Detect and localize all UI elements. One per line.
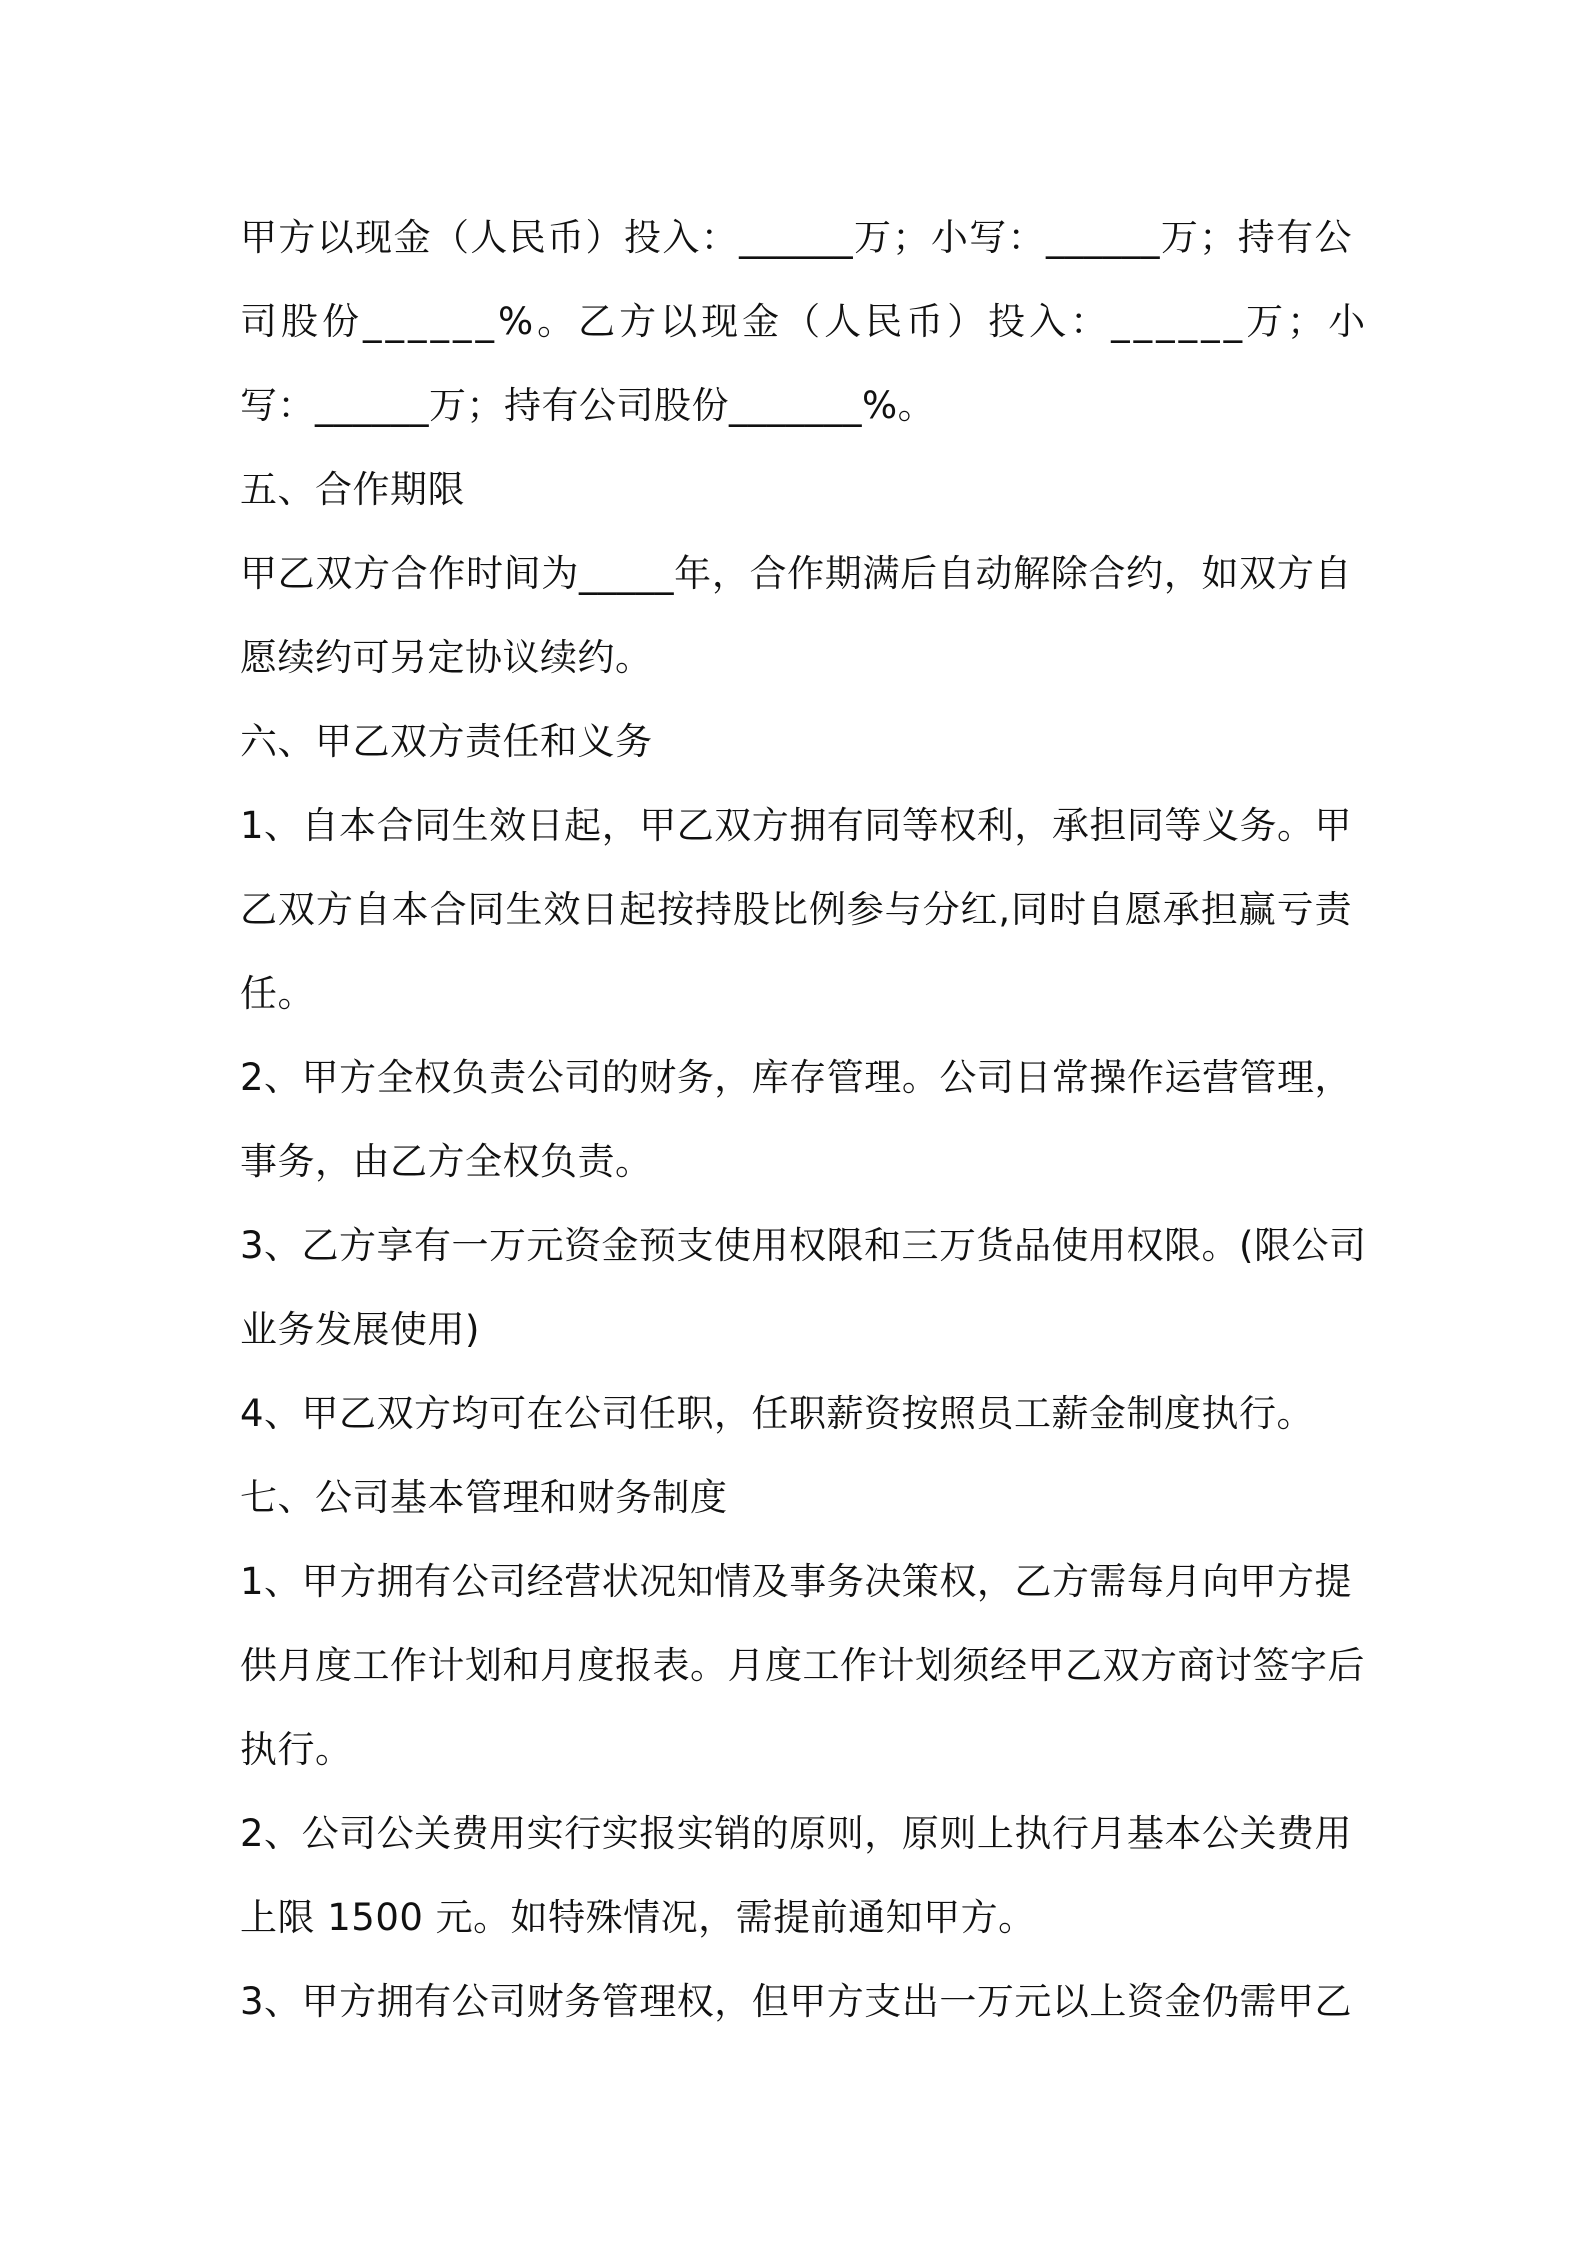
section-heading: 七、公司基本管理和财务制度 xyxy=(240,1476,728,1519)
paragraph-line: 乙双方自本合同生效日起按持股比例参与分红,同时自愿承担赢亏责 xyxy=(240,888,1352,931)
paragraph-line: 1、甲方拥有公司经营状况知情及事务决策权，乙方需每月向甲方提 xyxy=(240,1560,1352,1603)
document-body xyxy=(240,196,1370,2044)
paragraph-line: 事务，由乙方全权负责。 xyxy=(240,1140,653,1183)
paragraph-line: 写：______万；持有公司股份_______%。 xyxy=(240,384,936,427)
paragraph-line: 司股份______%。乙方以现金（人民币）投入：______万；小 xyxy=(240,300,1370,343)
paragraph-line: 甲乙双方合作时间为_____年，合作期满后自动解除合约，如双方自 xyxy=(240,552,1352,595)
paragraph-line: 2、甲方全权负责公司的财务，库存管理。公司日常操作运营管理， xyxy=(240,1056,1352,1099)
section-heading: 六、甲乙双方责任和义务 xyxy=(240,720,653,763)
paragraph-line: 任。 xyxy=(240,972,315,1015)
paragraph-line: 1、自本合同生效日起，甲乙双方拥有同等权利，承担同等义务。甲 xyxy=(240,804,1352,847)
paragraph-line: 3、乙方享有一万元资金预支使用权限和三万货品使用权限。(限公司 xyxy=(240,1224,1367,1267)
paragraph-line: 甲方以现金（人民币）投入：______万；小写：______万；持有公 xyxy=(240,216,1352,259)
paragraph-line: 供月度工作计划和月度报表。月度工作计划须经甲乙双方商讨签字后 xyxy=(240,1644,1365,1687)
paragraph-line: 愿续约可另定协议续约。 xyxy=(240,636,653,679)
paragraph-line: 上限 1500 元。如特殊情况，需提前通知甲方。 xyxy=(240,1896,1036,1939)
paragraph-line: 4、甲乙双方均可在公司任职，任职薪资按照员工薪金制度执行。 xyxy=(240,1392,1315,1435)
paragraph-line: 3、甲方拥有公司财务管理权，但甲方支出一万元以上资金仍需甲乙 xyxy=(240,1980,1352,2023)
section-heading: 五、合作期限 xyxy=(240,468,465,511)
paragraph-line: 2、公司公关费用实行实报实销的原则，原则上执行月基本公关费用 xyxy=(240,1812,1352,1855)
paragraph-line: 业务发展使用) xyxy=(240,1308,480,1351)
paragraph-line: 执行。 xyxy=(240,1728,353,1771)
